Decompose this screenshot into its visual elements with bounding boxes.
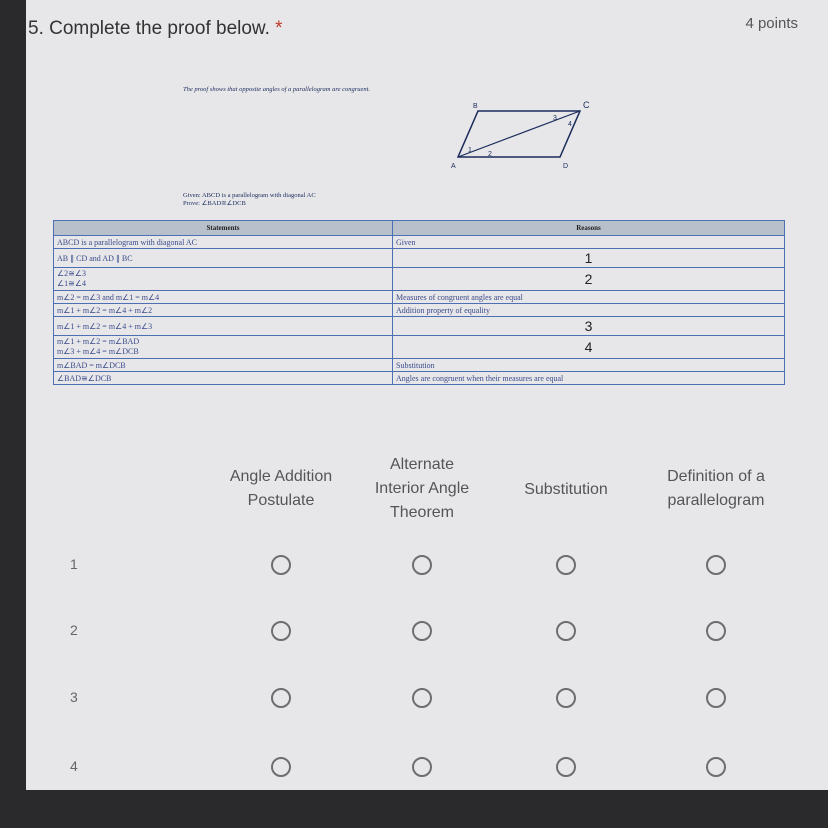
column-header: Angle Addition Postulate	[229, 468, 333, 509]
proof-row	[54, 336, 785, 359]
radio-row3-col1[interactable]	[271, 688, 291, 708]
vertex-b-label: B	[473, 103, 478, 110]
proof-row	[54, 249, 785, 268]
required-marker: *	[275, 18, 283, 39]
statement-line: ∠2≅∠3	[57, 269, 87, 278]
angle-3-label: 3	[553, 115, 557, 122]
statement-cell	[54, 336, 393, 359]
given-text: Given: ABCD is a parallelogram with diagonal AC	[183, 192, 316, 199]
radio-row1-col2[interactable]	[412, 555, 432, 575]
reason-blank-1: 1	[393, 249, 785, 268]
reason-cell: Substitution	[393, 359, 785, 372]
vertex-d-label: D	[563, 163, 569, 170]
row-label: 1	[70, 556, 78, 572]
proof-row	[54, 372, 785, 385]
reason-blank-3: 3	[393, 317, 785, 336]
statement-cell: m∠2 = m∠3 and m∠1 = m∠4	[54, 291, 393, 304]
row-label: 2	[70, 622, 78, 638]
radio-row2-col1[interactable]	[271, 621, 291, 641]
radio-row3-col4[interactable]	[706, 688, 726, 708]
proof-row	[54, 291, 785, 304]
radio-row1-col3[interactable]	[556, 555, 576, 575]
reason-cell: Measures of congruent angles are equal	[393, 291, 785, 304]
row-label: 4	[70, 758, 78, 774]
radio-row4-col2[interactable]	[412, 757, 432, 777]
question-title	[28, 18, 283, 40]
proof-row	[54, 268, 785, 291]
points-label: 4 points	[745, 15, 798, 32]
radio-row4-col1[interactable]	[271, 757, 291, 777]
radio-row1-col1[interactable]	[271, 555, 291, 575]
statement-cell: ∠BAD≅∠DCB	[54, 372, 393, 385]
radio-row4-col4[interactable]	[706, 757, 726, 777]
statement-cell: m∠BAD = m∠DCB	[54, 359, 393, 372]
statements-header: Statements	[54, 221, 393, 236]
radio-row1-col4[interactable]	[706, 555, 726, 575]
angle-4-label: 4	[568, 121, 572, 128]
column-header: Alternate Interior Angle Theorem	[374, 456, 470, 521]
reasons-header: Reasons	[393, 221, 785, 236]
statement-cell: ABCD is a parallelogram with diagonal AC	[54, 236, 393, 249]
statement-cell	[54, 268, 393, 291]
proof-header-row	[54, 221, 785, 236]
statement-cell: m∠1 + m∠2 = m∠4 + m∠3	[54, 317, 393, 336]
vertex-a-label: A	[451, 163, 456, 170]
proof-table	[53, 220, 785, 385]
proof-intro: The proof shows that opposite angles of a parallelogram are congruent.	[183, 86, 371, 93]
question-title-text: 5. Complete the proof below.	[28, 18, 270, 39]
reason-blank-2: 2	[393, 268, 785, 291]
proof-row	[54, 359, 785, 372]
radio-row3-col3[interactable]	[556, 688, 576, 708]
row-label: 3	[70, 689, 78, 705]
statement-line: m∠1 + m∠2 = m∠BAD	[57, 337, 140, 346]
statement-line: m∠3 + m∠4 = m∠DCB	[57, 347, 139, 356]
parallelogram-diagram	[433, 100, 603, 170]
radio-row2-col3[interactable]	[556, 621, 576, 641]
angle-1-label: 1	[468, 147, 472, 154]
radio-row2-col2[interactable]	[412, 621, 432, 641]
reason-cell: Angles are congruent when their measures are equal	[393, 372, 785, 385]
prove-text: Prove: ∠BAD≅∠DCB	[183, 200, 246, 207]
proof-row	[54, 236, 785, 249]
radio-row3-col2[interactable]	[412, 688, 432, 708]
radio-row4-col3[interactable]	[556, 757, 576, 777]
angle-2-label: 2	[488, 151, 492, 158]
column-header: Substitution	[524, 481, 608, 498]
radio-row2-col4[interactable]	[706, 621, 726, 641]
reason-blank-4: 4	[393, 336, 785, 359]
statement-cell: m∠1 + m∠2 = m∠4 + m∠2	[54, 304, 393, 317]
column-header: Definition of a parallelogram	[667, 468, 765, 509]
vertex-c-label: C	[583, 100, 590, 110]
proof-image	[53, 80, 785, 442]
proof-row	[54, 304, 785, 317]
proof-row	[54, 317, 785, 336]
given-prove	[183, 192, 316, 208]
statement-line: ∠1≅∠4	[57, 279, 87, 288]
statement-cell: AB ∥ CD and AD ∥ BC	[54, 249, 393, 268]
reason-cell: Addition property of equality	[393, 304, 785, 317]
reason-cell: Given	[393, 236, 785, 249]
